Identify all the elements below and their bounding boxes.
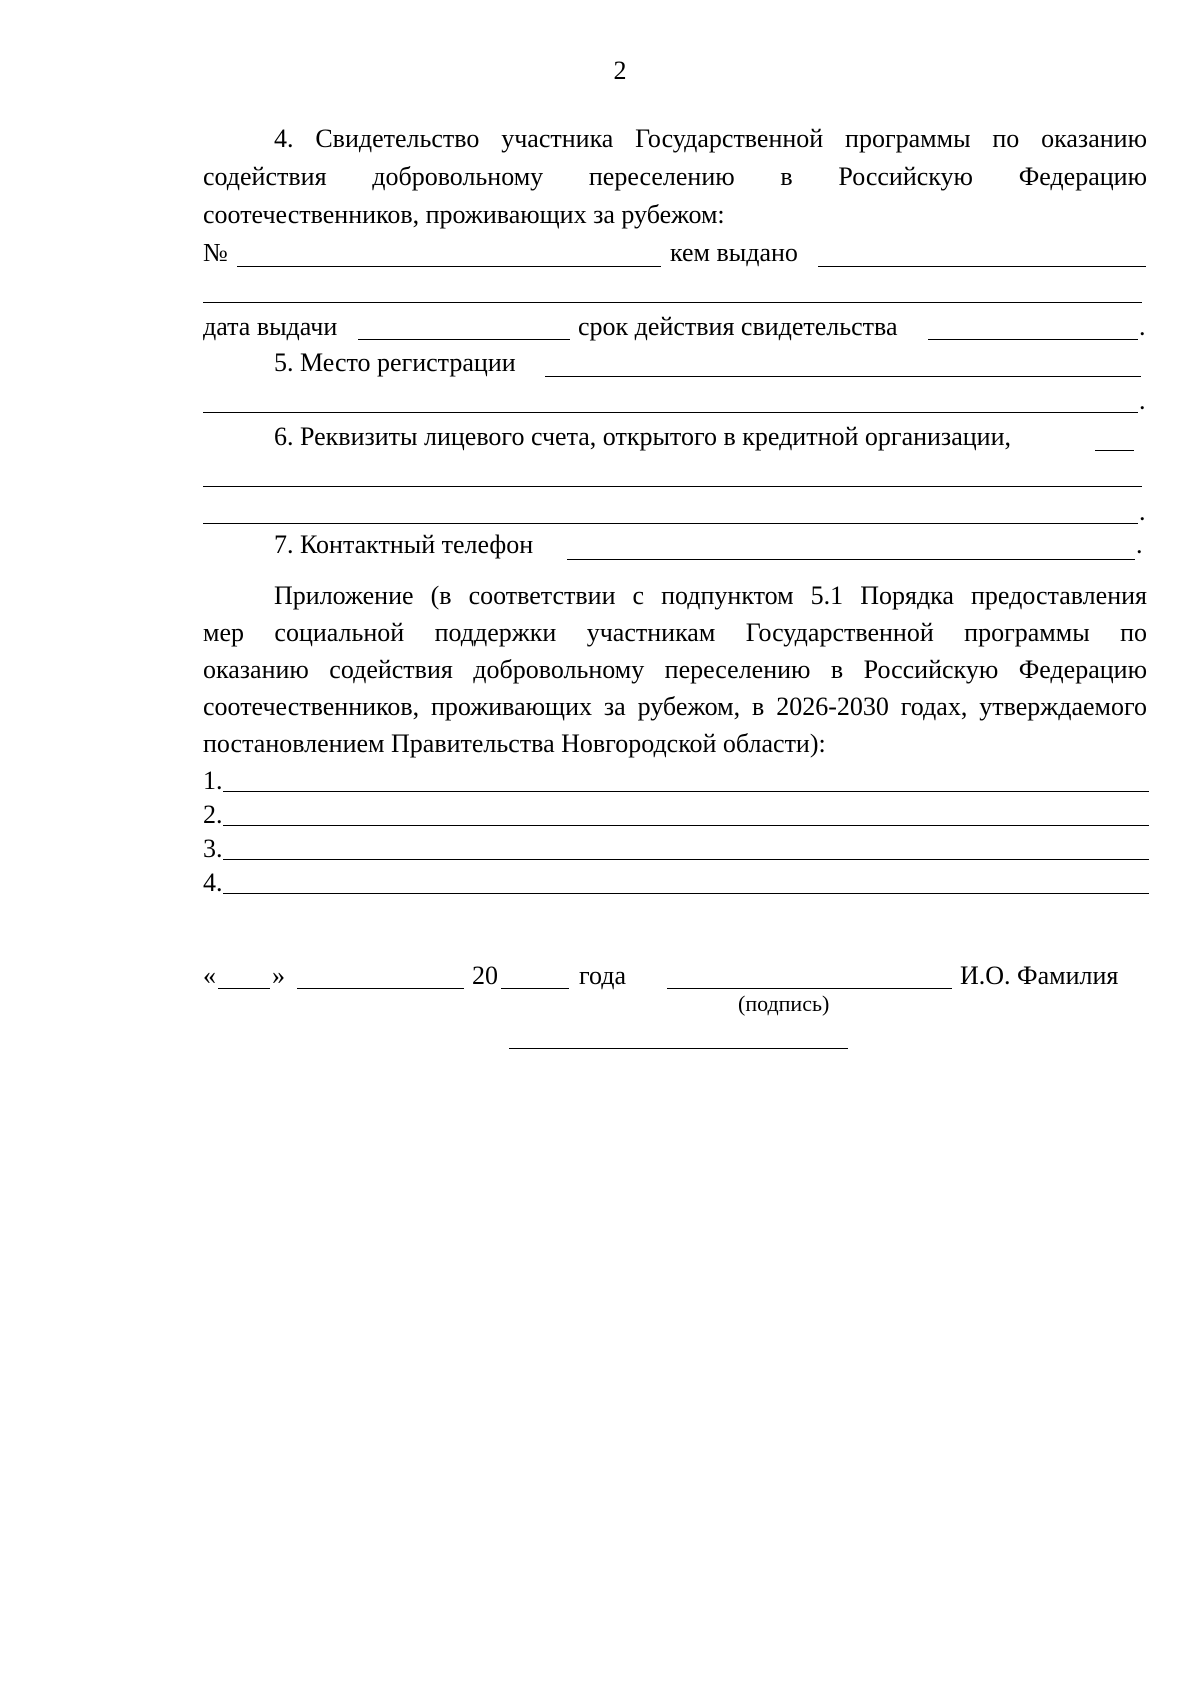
issued-by-field-continued[interactable]	[203, 302, 1142, 303]
registration-label: 5. Место регистрации	[274, 348, 516, 377]
closing-divider	[509, 1048, 848, 1049]
certificate-number-field[interactable]	[237, 266, 661, 267]
item4-line3: соотечественников, проживающих за рубежом:	[203, 200, 725, 229]
appendix-item-field[interactable]	[223, 825, 1149, 826]
end-dot: .	[1136, 530, 1143, 559]
issue-date-label: дата выдачи	[203, 312, 338, 341]
issued-by-label: кем выдано	[670, 238, 798, 267]
appendix-item-field[interactable]	[223, 791, 1149, 792]
certificate-number-label: №	[203, 238, 228, 267]
account-details-field-line2[interactable]	[203, 486, 1142, 487]
appendix-line3: оказанию содействия добровольному переселению в Российскую Федерацию	[203, 655, 1147, 684]
phone-label: 7. Контактный телефон	[274, 530, 534, 559]
registration-field-continued[interactable]	[203, 412, 1138, 413]
date-year-word: года	[579, 961, 627, 990]
issued-by-field[interactable]	[818, 266, 1146, 267]
issue-date-field[interactable]	[358, 339, 570, 340]
signature-caption: (подпись)	[738, 991, 830, 1016]
date-month-field[interactable]	[297, 988, 464, 989]
date-day-field[interactable]	[218, 988, 270, 989]
appendix-item-number: 2.	[203, 800, 223, 829]
date-open-quote: «	[203, 961, 216, 990]
appendix-item-number: 1.	[203, 766, 223, 795]
end-dot: .	[1139, 497, 1146, 526]
page-number: 2	[613, 56, 627, 85]
date-close-quote: »	[272, 961, 285, 990]
appendix-item-number: 3.	[203, 834, 223, 863]
appendix-item-field[interactable]	[223, 859, 1149, 860]
registration-field[interactable]	[545, 376, 1141, 377]
end-dot: .	[1139, 386, 1146, 415]
appendix-line2: мер социальной поддержки участникам Государственной программы по	[203, 618, 1147, 647]
date-year-prefix: 20	[472, 961, 498, 990]
phone-field[interactable]	[567, 559, 1135, 560]
account-details-field[interactable]	[1095, 450, 1134, 451]
validity-field[interactable]	[928, 339, 1138, 340]
account-details-label: 6. Реквизиты лицевого счета, открытого в кредитной организации,	[274, 422, 1011, 451]
account-details-field-line3[interactable]	[203, 523, 1138, 524]
validity-label: срок действия свидетельства	[578, 312, 898, 341]
appendix-line1: Приложение (в соответствии с подпунктом 5.1 Порядка предоставления	[274, 581, 1147, 610]
signatory-name: И.О. Фамилия	[960, 961, 1119, 990]
end-dot: .	[1139, 312, 1146, 341]
item4-line1: 4. Свидетельство участника Государственной программы по оказанию	[274, 124, 1147, 153]
signature-field[interactable]	[667, 988, 952, 989]
appendix-line5: постановлением Правительства Новгородской области):	[203, 729, 826, 758]
appendix-line4: соотечественников, проживающих за рубежом, в 2026-2030 годах, утверждаемого	[203, 692, 1147, 721]
item4-line2: содействия добровольному переселению в Российскую Федерацию	[203, 162, 1147, 191]
appendix-item-field[interactable]	[223, 893, 1149, 894]
date-year-field[interactable]	[501, 988, 569, 989]
appendix-item-number: 4.	[203, 868, 223, 897]
